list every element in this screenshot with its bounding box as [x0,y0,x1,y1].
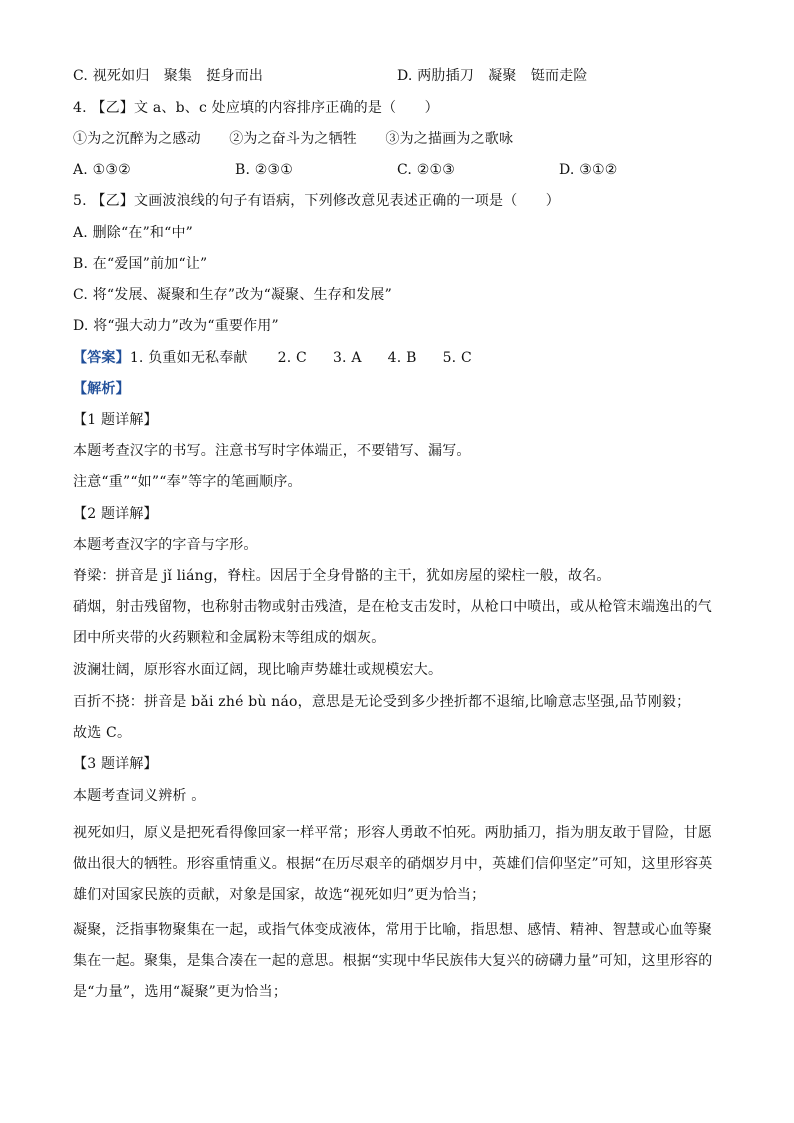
detail-1-paragraph-1: 本题考查汉字的书写。注意书写时字体端正，不要错写、漏写。 [73,443,471,459]
answer-2: 2. C [277,350,307,366]
detail-2-paragraph-1: 本题考查汉字的字音与字形。 [73,537,258,553]
q4-option-c: C. ②①③ [397,162,455,178]
q5-option-c: C. 将“发展、凝聚和生存”改为“凝聚、生存和发展” [73,287,392,303]
q3-option-c: C. 视死如归 聚集 挺身而出 [73,68,264,84]
detail-1-paragraph-2: 注意“重”“如”“奉”等字的笔画顺序。 [73,474,302,490]
q5-option-a: A. 删除“在”和“中” [73,225,194,241]
detail-2-paragraph-3: 硝烟，射击残留物，也称射击物或射击残渣，是在枪支击发时，从枪口中喷出，或从枪管末端逸出的气团中所夹带的火药颗粒和金属粉末等组成的烟灰。 [73,599,712,646]
q4-items: ①为之沉醉为之感动 ②为之奋斗为之牺牲 ③为之描画为之歌咏 [73,131,514,147]
answer-4: 4. B [387,350,417,366]
q4-option-b: B. ②③① [235,162,294,178]
answer-3: 3. A [332,350,362,366]
q5-stem: 5. 【乙】文画波浪线的句子有语病，下列修改意见表述正确的一项是（ ） [73,193,561,209]
detail-1-heading: 【1 题详解】 [73,412,158,428]
q3-option-d: D. 两肋插刀 凝聚 铤而走险 [397,68,588,84]
q4-stem: 4. 【乙】文 a、b、c 处应填的内容排序正确的是（ ） [73,100,439,116]
detail-2-paragraph-4: 波澜壮阔，原形容水面辽阔，现比喻声势雄壮或规模宏大。 [73,662,443,678]
detail-2-paragraph-6: 故选 C。 [73,725,132,741]
q5-option-d: D. 将“强大动力”改为“重要作用” [73,318,279,334]
q5-option-b: B. 在“爱国”前加“让” [73,256,208,272]
answer-row [73,348,723,368]
detail-2-paragraph-5: 百折不挠：拼音是 bǎi zhé bù náo，意思是无论受到多少挫折都不退缩,比喻意志坚强,品节刚毅； [73,694,691,710]
detail-2-paragraph-2: 脊梁：拼音是 jǐ liáng，脊柱。因居于全身骨骼的主干，犹如房屋的梁柱一般，故名。 [73,568,611,584]
detail-2-heading: 【2 题详解】 [73,506,158,522]
answer-label: 【答案】 [73,350,130,366]
detail-3-paragraph-1: 本题考查词义辨析 。 [73,788,206,804]
detail-3-heading: 【3 题详解】 [73,756,158,772]
detail-3-paragraph-3: 凝聚，泛指事物聚集在一起，或指气体变成液体，常用于比喻，指思想、感情、精神、智慧或心血等聚集在一起。聚集，是集合凑在一起的意思。根据“实现中华民族伟大复兴的磅礴力量”可知，这里形容的是“力量”，选用“凝聚”更为恰当； [73,922,713,1000]
detail-3-paragraph-2: 视死如归，原义是把死看得像回家一样平常；形容人勇敢不怕死。两肋插刀，指为朋友敢于冒险，甘愿做出很大的牺牲。形容重情重义。根据“在历尽艰辛的硝烟岁月中，英雄们信仰坚定”可知，这里形容英雄们对国家民族的贡献，对象是国家，故选“视死如归”更为恰当； [73,825,713,903]
answer-1: 1. 负重如无私奉献 [129,350,248,366]
q4-option-a: A. ①③② [73,162,131,178]
q4-option-d: D. ③①② [559,162,618,178]
answer-5: 5. C [442,350,472,366]
analysis-label: 【解析】 [73,381,130,397]
